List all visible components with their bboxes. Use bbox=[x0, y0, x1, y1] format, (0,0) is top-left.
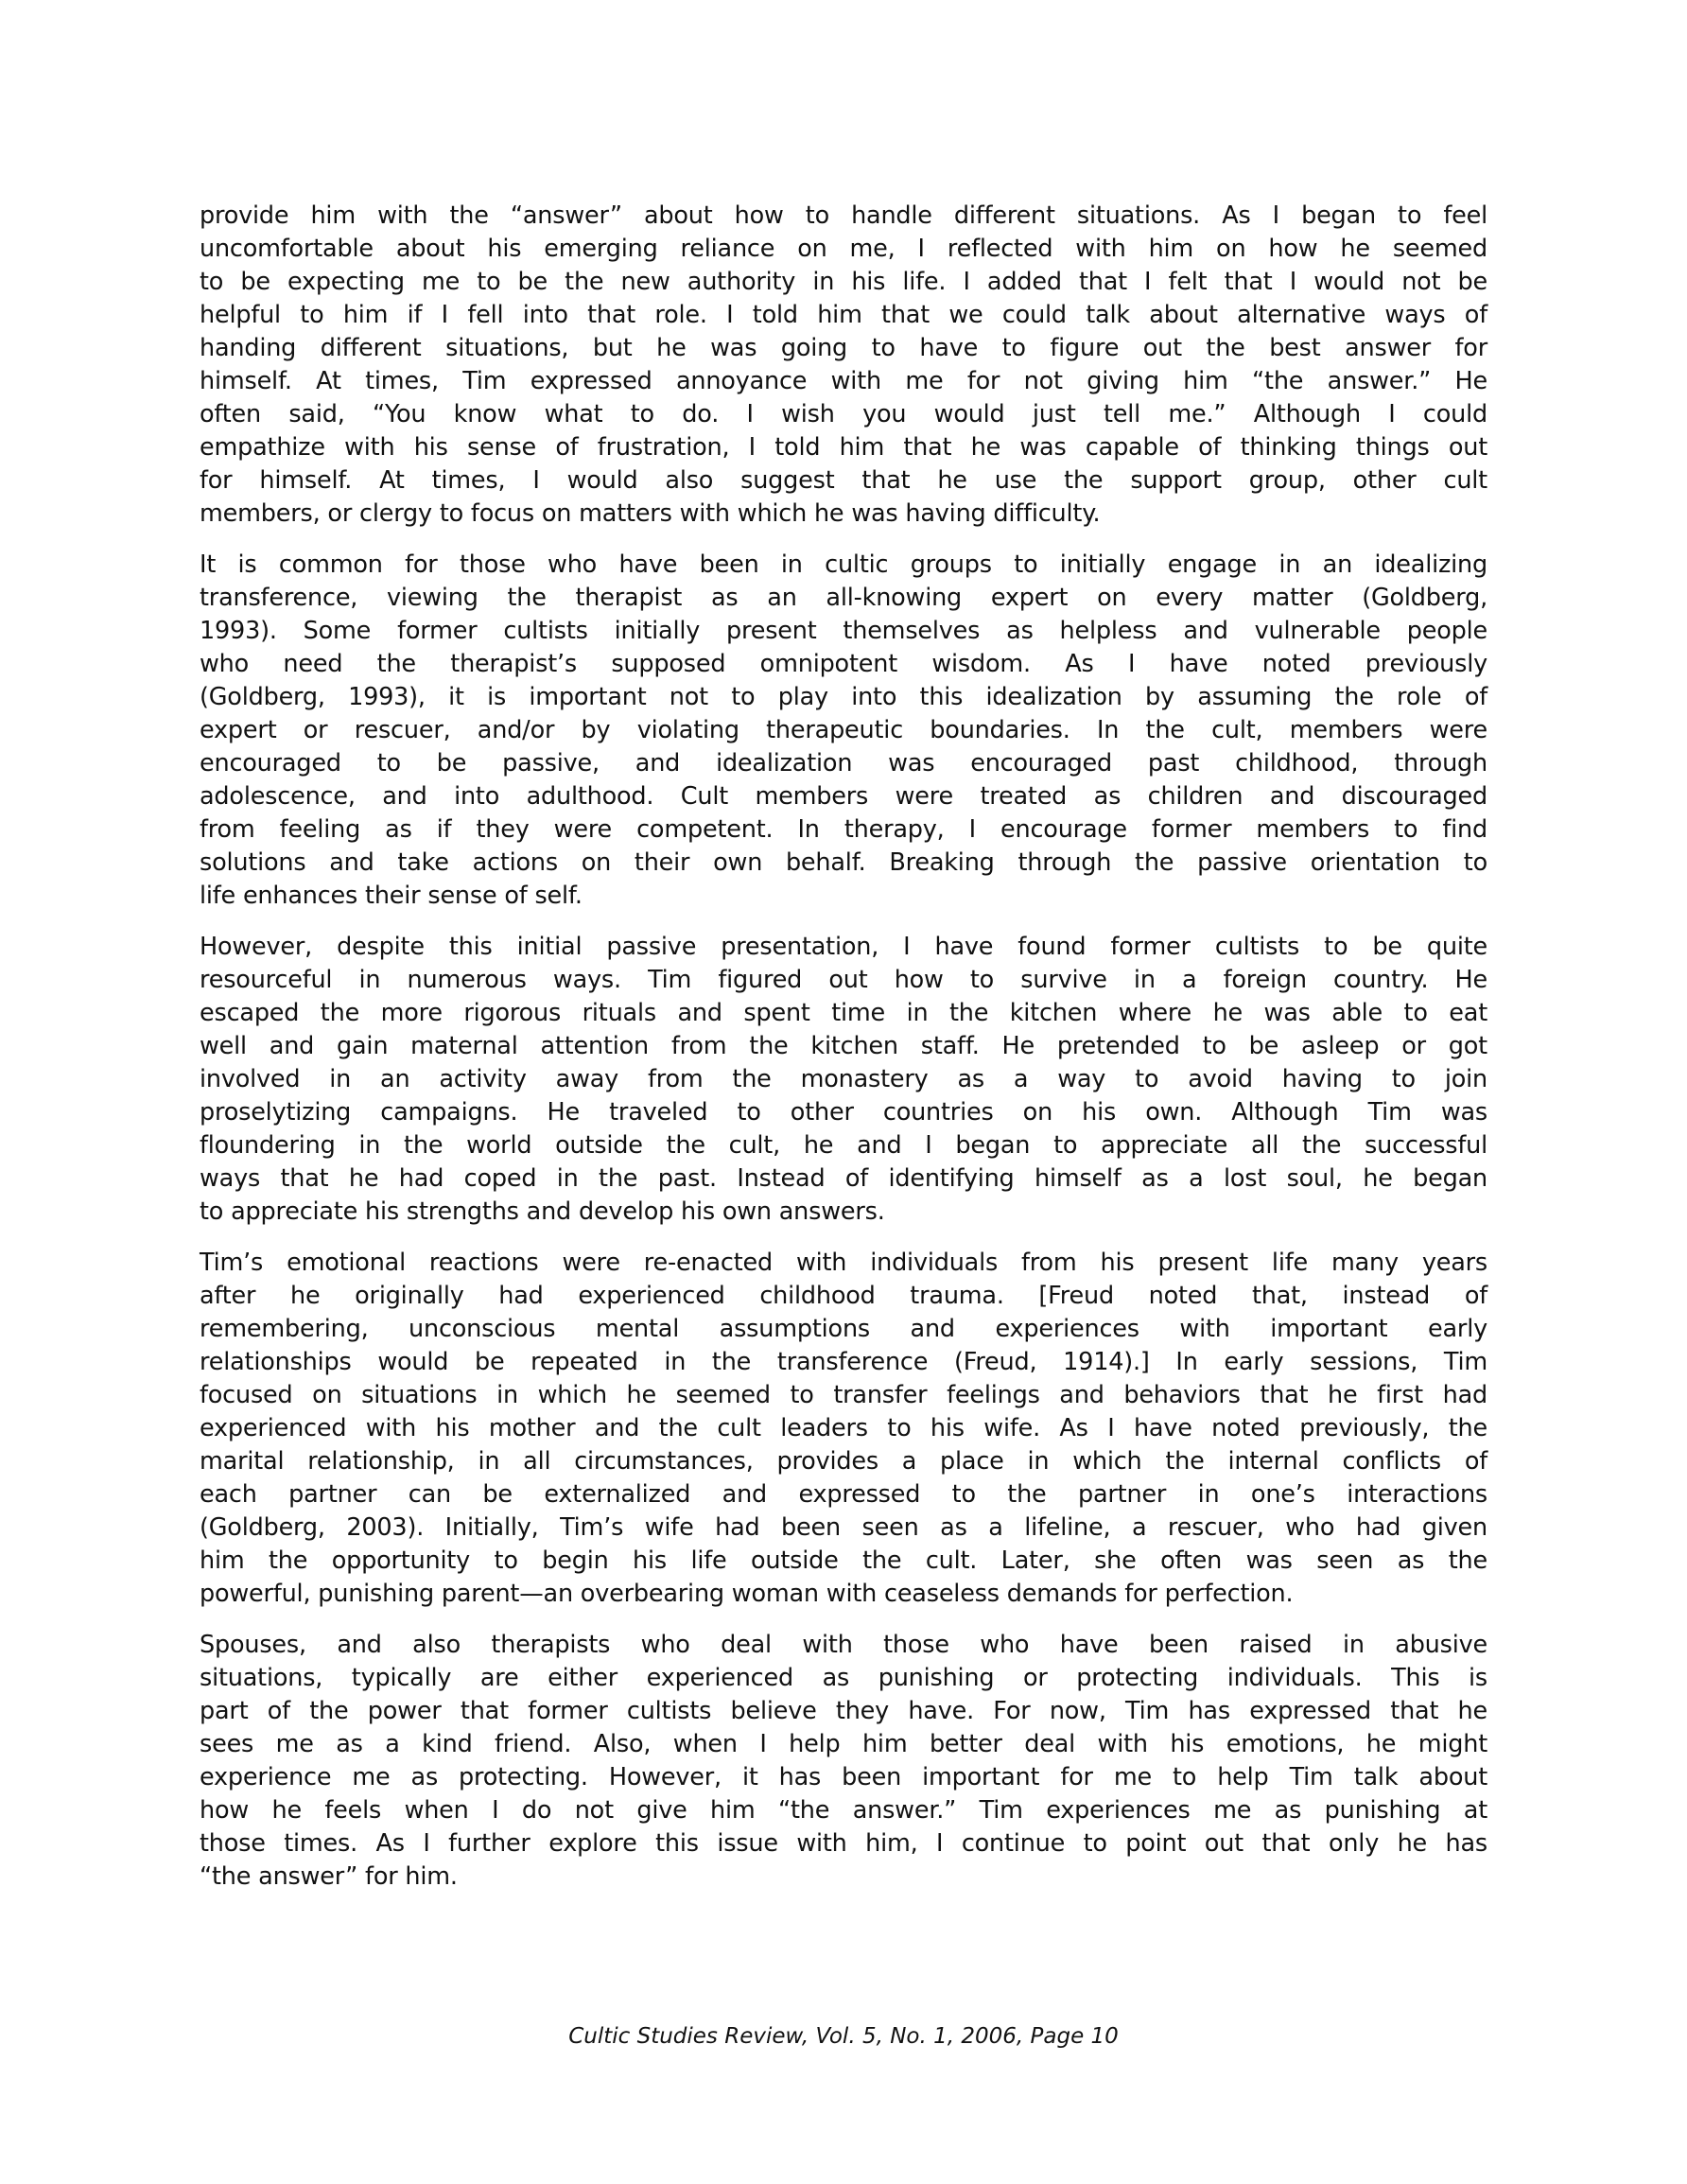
paragraph bbox=[200, 931, 1487, 1229]
text-line: involved in an activity away from the monastery as a way to avoid having to join bbox=[200, 1065, 1487, 1093]
text-line: ways that he had coped in the past. Instead of identifying himself as a lost soul, he began bbox=[200, 1164, 1487, 1193]
text-line: those times. As I further explore this issue with him, I continue to point out that only he has bbox=[200, 1829, 1487, 1858]
text-line: focused on situations in which he seemed to transfer feelings and behaviors that he first had bbox=[200, 1381, 1487, 1409]
paragraph bbox=[200, 200, 1487, 531]
text-line: often said, “You know what to do. I wish you would just tell me.” Although I could bbox=[200, 400, 1487, 428]
text-line: (Goldberg, 1993), it is important not to play into this idealization by assuming the role of bbox=[200, 683, 1487, 711]
text-line: life enhances their sense of self. bbox=[200, 882, 583, 910]
text-line: after he originally had experienced childhood trauma. [Freud noted that, instead of bbox=[200, 1282, 1487, 1310]
text-line: each partner can be externalized and expressed to the partner in one’s interactions bbox=[200, 1480, 1487, 1509]
text-line: However, despite this initial passive presentation, I have found former cultists to be quite bbox=[200, 933, 1487, 961]
text-line: Spouses, and also therapists who deal with those who have been raised in abusive bbox=[200, 1631, 1487, 1659]
text-line: relationships would be repeated in the transference (Freud, 1914).] In early sessions, Tim bbox=[200, 1348, 1487, 1376]
paragraph bbox=[200, 1247, 1487, 1611]
text-line: well and gain maternal attention from the kitchen staff. He pretended to be asleep or got bbox=[200, 1032, 1487, 1060]
paragraph bbox=[200, 1629, 1487, 1894]
text-line: marital relationship, in all circumstances, provides a place in which the internal conflicts of bbox=[200, 1447, 1487, 1476]
text-line: experience me as protecting. However, it has been important for me to help Tim talk about bbox=[200, 1763, 1487, 1791]
text-line: situations, typically are either experienced as punishing or protecting individuals. This is bbox=[200, 1664, 1487, 1692]
text-line: solutions and take actions on their own behalf. Breaking through the passive orientation to bbox=[200, 848, 1487, 877]
text-line: resourceful in numerous ways. Tim figured out how to survive in a foreign country. He bbox=[200, 966, 1487, 994]
text-line: for himself. At times, I would also suggest that he use the support group, other cult bbox=[200, 466, 1487, 495]
text-line: proselytizing campaigns. He traveled to other countries on his own. Although Tim was bbox=[200, 1098, 1487, 1127]
text-line: him the opportunity to begin his life outside the cult. Later, she often was seen as the bbox=[200, 1546, 1487, 1575]
text-line: empathize with his sense of frustration, I told him that he was capable of thinking things out bbox=[200, 433, 1487, 462]
text-line: experienced with his mother and the cult leaders to his wife. As I have noted previously, the bbox=[200, 1414, 1487, 1442]
text-line: provide him with the “answer” about how to handle different situations. As I began to feel bbox=[200, 201, 1487, 230]
text-line: expert or rescuer, and/or by violating therapeutic boundaries. In the cult, members were bbox=[200, 716, 1487, 744]
text-line: “the answer” for him. bbox=[200, 1862, 458, 1891]
text-line: encouraged to be passive, and idealization was encouraged past childhood, through bbox=[200, 749, 1487, 778]
page-footer: Cultic Studies Review, Vol. 5, No. 1, 2006, Page 10 bbox=[568, 2024, 1119, 2049]
text-line: who need the therapist’s supposed omnipotent wisdom. As I have noted previously bbox=[200, 650, 1487, 678]
text-line: from feeling as if they were competent. In therapy, I encourage former members to find bbox=[200, 815, 1487, 844]
text-line: helpful to him if I fell into that role. I told him that we could talk about alternative ways of bbox=[200, 301, 1487, 329]
text-line: part of the power that former cultists believe they have. For now, Tim has expressed that he bbox=[200, 1697, 1487, 1725]
text-line: himself. At times, Tim expressed annoyance with me for not giving him “the answer.” He bbox=[200, 367, 1487, 395]
text-line: adolescence, and into adulthood. Cult members were treated as children and discouraged bbox=[200, 782, 1487, 811]
text-line: uncomfortable about his emerging reliance on me, I reflected with him on how he seemed bbox=[200, 235, 1487, 263]
text-line: Tim’s emotional reactions were re-enacted with individuals from his present life many years bbox=[200, 1249, 1487, 1277]
text-line: transference, viewing the therapist as an all-knowing expert on every matter (Goldberg, bbox=[200, 584, 1487, 612]
text-line: members, or clergy to focus on matters with which he was having difficulty. bbox=[200, 499, 1101, 528]
text-line: to appreciate his strengths and develop his own answers. bbox=[200, 1197, 885, 1226]
paragraph bbox=[200, 549, 1487, 913]
text-line: how he feels when I do not give him “the answer.” Tim experiences me as punishing at bbox=[200, 1796, 1487, 1825]
text-line: (Goldberg, 2003). Initially, Tim’s wife had been seen as a lifeline, a rescuer, who had given bbox=[200, 1513, 1487, 1542]
text-line: to be expecting me to be the new authority in his life. I added that I felt that I would not be bbox=[200, 268, 1487, 296]
text-line: powerful, punishing parent—an overbearing woman with ceaseless demands for perfection. bbox=[200, 1580, 1294, 1608]
text-line: 1993). Some former cultists initially present themselves as helpless and vulnerable people bbox=[200, 617, 1487, 645]
text-line: remembering, unconscious mental assumptions and experiences with important early bbox=[200, 1315, 1487, 1343]
text-line: floundering in the world outside the cult, he and I began to appreciate all the successful bbox=[200, 1131, 1487, 1160]
text-line: It is common for those who have been in cultic groups to initially engage in an idealizing bbox=[200, 550, 1487, 579]
text-line: sees me as a kind friend. Also, when I help him better deal with his emotions, he might bbox=[200, 1730, 1487, 1758]
text-line: escaped the more rigorous rituals and spent time in the kitchen where he was able to eat bbox=[200, 999, 1487, 1027]
text-line: handing different situations, but he was going to have to figure out the best answer for bbox=[200, 334, 1487, 362]
body-text bbox=[200, 200, 1487, 1912]
